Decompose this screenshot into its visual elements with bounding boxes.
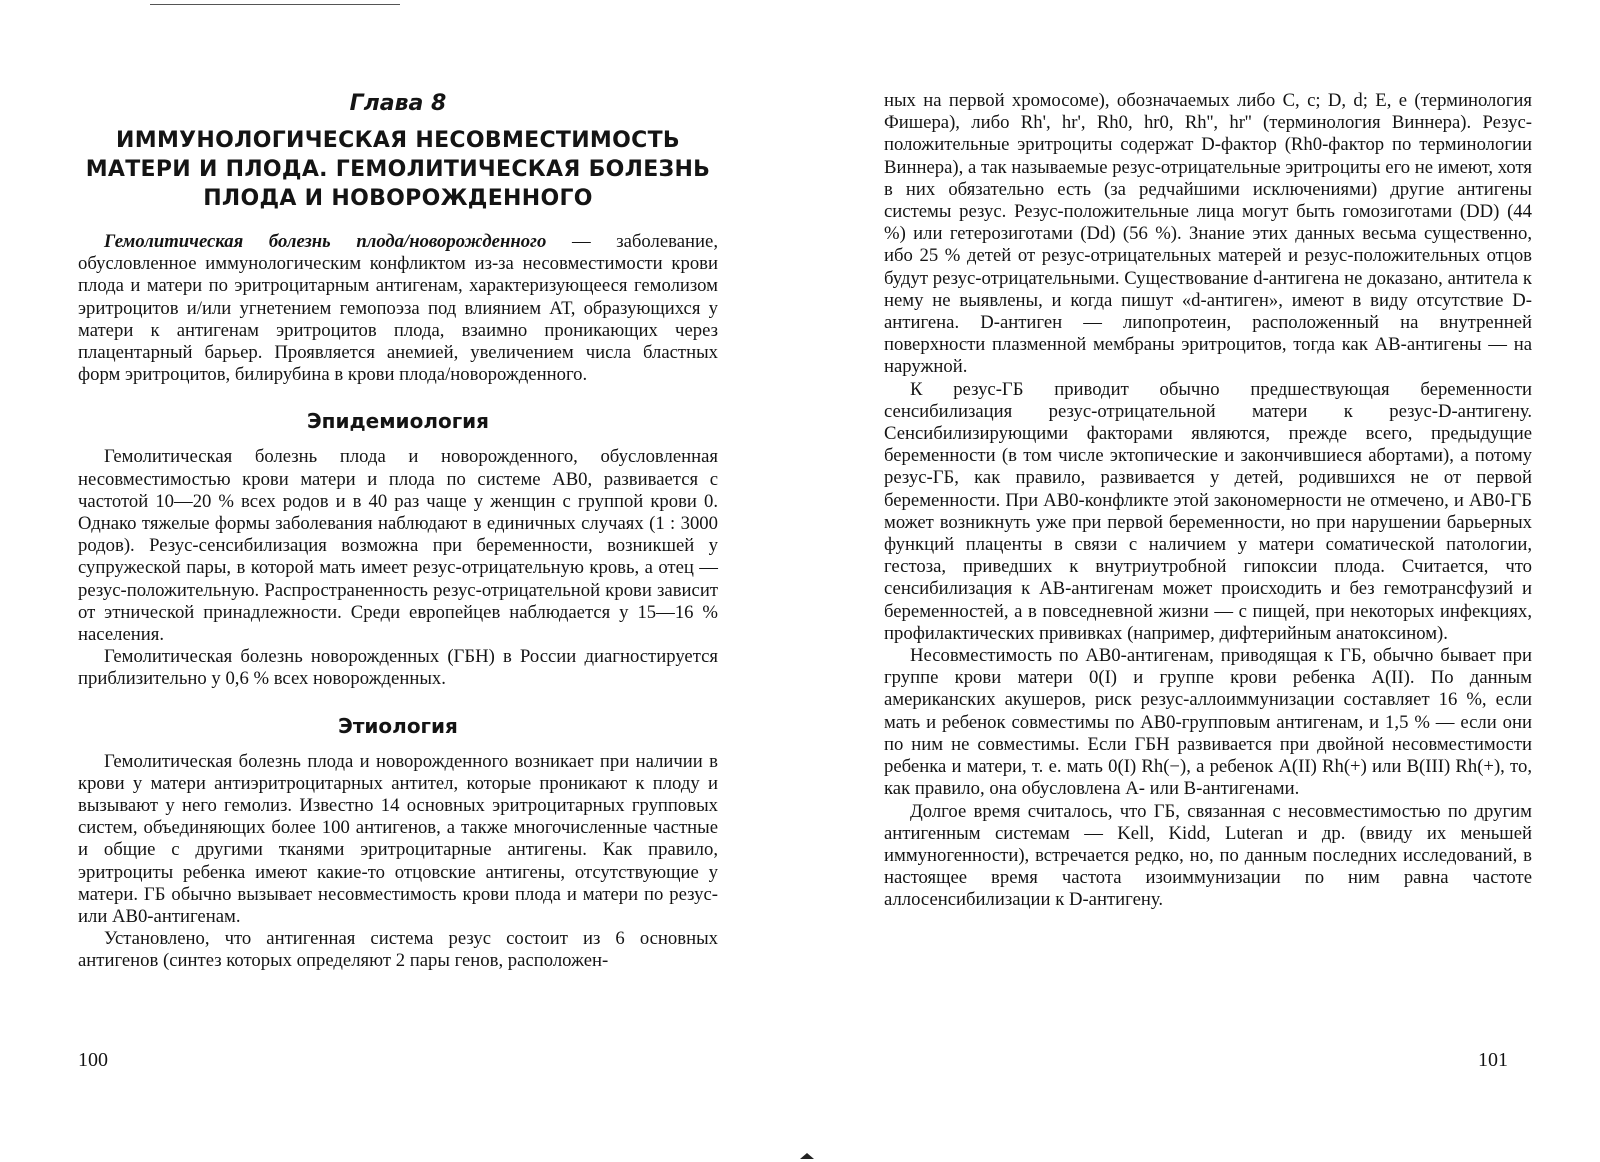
binding-mark-icon <box>800 1153 814 1159</box>
definition-paragraph <box>78 231 718 386</box>
left-page <box>78 90 718 973</box>
right-page <box>884 90 1532 912</box>
page-number-right: 101 <box>1478 1049 1508 1071</box>
right-paragraph-2: К резус-ГБ приводит обычно предшествующая беременности сенсибилизация резус-отрицательной матери к резус-D-антигену. Сенсибилизирующими факторами являются, прежде всего, предыдущие беременности (в том числе эктопические и закончившиеся абортами), а потому резус-ГБ, как правило, развивается у детей, родившихся не от первой беременности. При АВ0-конфликте этой закономерности не отмечено, и АВ0-ГБ может возникнуть уже при первой беременности, но при нарушении барьерных функций плаценты в связи с наличием у матери соматической патологии, гестоза, приведших к внутриутробной гипоксии плода. Считается, что сенсибилизация к АВ-антигенам может происходить и без гемотрансфузий и беременностей, а в повседневной жизни — с пищей, при некоторых инфекциях, профилактических прививках (например, дифтерийным анатоксином). <box>884 378 1532 644</box>
etiology-paragraph-1: Гемолитическая болезнь плода и новорожденного возникает при наличии в крови у матери антиэритроцитарных антител, которые проникают к плоду и вызывают у него гемолиз. Известно 14 основных эритроцитарных групповых систем, объединяющих более 100 антигенов, а также многочисленные частные и общие с другими тканями эритроцитарные антигены. Как правило, эритроциты ребенка имеют какие-то отцовские антигены, отсутствующие у матери. ГБ обычно вызывает несовместимость крови плода и матери по резус- или АВ0-антигенам. <box>78 750 718 928</box>
definition-term: Гемолитическая болезнь плода/новорожденного <box>104 231 547 252</box>
chapter-label: Глава 8 <box>349 91 447 116</box>
right-paragraph-1: ных на первой хромосоме), обозначаемых либо C, c; D, d; E, e (терминология Фишера), либо Rh', hr', Rh0, hr0, Rh'', hr'' (терминология Виннера). Резус-положительные эритроциты содержат D-фактор (Rh0-фактор по терминологии Виннера), а так называемые резус-отрицательные эритроциты его не имеют, хотя в них обязательно есть (за редчайшими исключениями) другие антигены системы резус. Резус-положительные лица могут быть гомозиготами (DD) (44 %) или гетерозиготами (Dd) (56 %). Знание этих данных весьма существенно, ибо 25 % детей от резус-отрицательных матерей и резус-положительных отцов будут резус-отрицательными. Существование d-антигена не доказано, антитела к нему не выявлены, и когда пишут «d-антиген», имеют в виду отсутствие D-антигена. D-антиген — липопротеин, расположенный на внутренней поверхности плазменной мембраны эритроцитов, тогда как АВ-антигены — на наружной. <box>884 90 1532 378</box>
chapter-title: ИММУНОЛОГИЧЕСКАЯ НЕСОВМЕСТИМОСТЬ МАТЕРИ И ПЛОДА. ГЕМОЛИТИЧЕСКАЯ БОЛЕЗНЬ ПЛОДА И НОВОРОЖДЕННОГО <box>85 128 711 211</box>
page-number-left: 100 <box>78 1049 108 1071</box>
epidemiology-paragraph-1: Гемолитическая болезнь плода и новорожденного, обусловленная несовместимостью крови матери и плода по системе АВ0, развивается с частотой 10—20 % всех родов и в 40 раз чаще у женщин с группой крови 0. Однако тяжелые формы заболевания наблюдают в единичных случаях (1 : 3000 родов). Резус-сенсибилизация возможна при беременности, возникшей у супружеской пары, в которой мать имеет резус-отрицательную кровь, а отец — резус-положительную. Распространенность резус-отрицательной крови зависит от этнической принадлежности. Среди европейцев наблюдается у 15—16 % населения. <box>78 446 718 646</box>
definition-text: — заболевание, обусловленное иммунологическим конфликтом из-за несовместимости крови плода и матери по эритроцитарным антигенам, характеризующееся гемолизом эритроцитов и/или угнетением гемопоэза под влиянием АТ, образующихся у матери к антигенам эритроцитов плода, взаимно проникающих через плацентарный барьер. Проявляется анемией, увеличением числа бластных форм эритроцитов, билирубина в крови плода/новорожденного. <box>78 231 718 386</box>
section-heading-etiology: Этиология <box>338 713 458 738</box>
right-paragraph-4: Долгое время считалось, что ГБ, связанная с несовместимостью по другим антигенным системам — Kell, Kidd, Luteran и др. (ввиду их меньшей иммуногенности), встречается редко, но, по данным последних исследований, в настоящее время частота изоиммунизации по ним равна частоте аллосенсибилизации к D-антигену. <box>884 800 1532 911</box>
section-heading-epidemiology: Эпидемиология <box>306 409 490 434</box>
top-rule <box>150 4 400 5</box>
right-paragraph-3: Несовместимость по АВ0-антигенам, приводящая к ГБ, обычно бывает при группе крови матери 0(I) и группе крови ребенка A(II). По данным американских акушеров, риск резус-аллоиммунизации составляет 16 %, если мать и ребенок совместимы по АВ0-групповым антигенам, и 1,5 % — если они по ним не совместимы. Если ГБН развивается при двойной несовместимости ребенка и матери, т. е. мать 0(I) Rh(−), а ребенок A(II) Rh(+) или B(III) Rh(+), то, как правило, она обусловлена А- или В-антигенами. <box>884 645 1532 800</box>
etiology-paragraph-2: Установлено, что антигенная система резус состоит из 6 основных антигенов (синтез которых определяют 2 пары генов, расположен- <box>78 928 718 972</box>
epidemiology-paragraph-2: Гемолитическая болезнь новорожденных (ГБН) в России диагностируется приблизительно у 0,6 % всех новорожденных. <box>78 646 718 690</box>
